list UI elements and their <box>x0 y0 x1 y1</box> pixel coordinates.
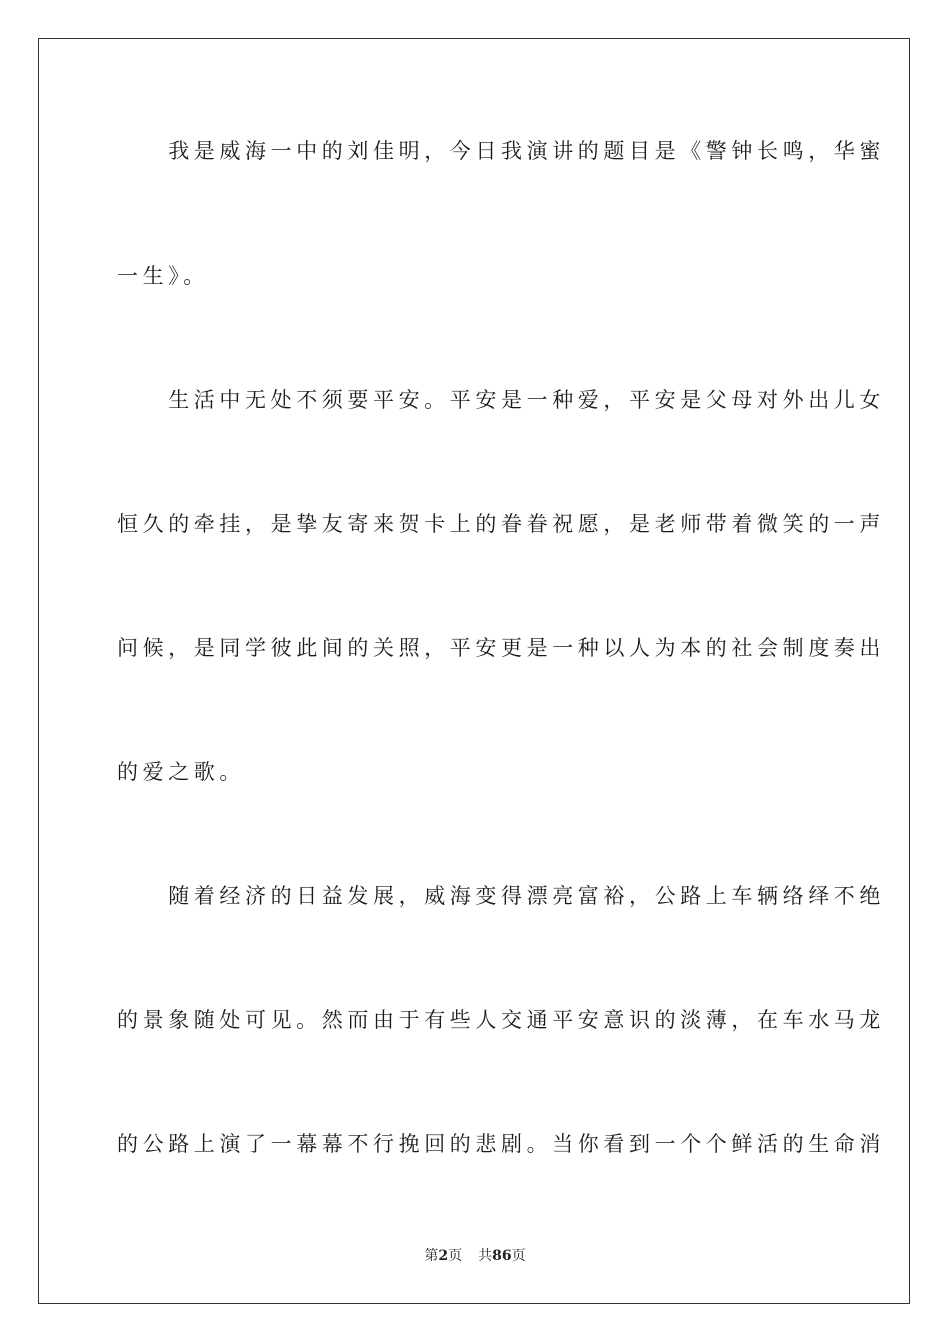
total-label-prefix: 共 <box>478 1248 493 1264</box>
page-footer <box>0 1247 950 1265</box>
text-line: 问候，是同学彼此间的关照，平安更是一种以人为本的社会制度奏出 <box>117 636 885 660</box>
text-line: 我是威海一中的刘佳明，今日我演讲的题目是《警钟长鸣，华蜜 <box>117 139 885 163</box>
text-line: 恒久的牵挂，是挚友寄来贺卡上的眷眷祝愿，是老师带着微笑的一声 <box>117 512 885 536</box>
text-line: 一生》。 <box>117 264 209 288</box>
text-line: 随着经济的日益发展，威海变得漂亮富裕，公路上车辆络绎不绝 <box>117 884 885 908</box>
total-label-suffix: 页 <box>511 1248 526 1264</box>
total-page-count: 86 <box>492 1248 512 1264</box>
text-line: 的爱之歌。 <box>117 760 245 784</box>
page-label-suffix: 页 <box>448 1248 463 1264</box>
page-border <box>38 38 910 1304</box>
text-line: 的景象随处可见。然而由于有些人交通平安意识的淡薄，在车水马龙 <box>117 1008 885 1032</box>
page-label-prefix: 第 <box>424 1248 439 1264</box>
text-line: 的公路上演了一幕幕不行挽回的悲剧。当你看到一个个鲜活的生命消 <box>117 1132 885 1156</box>
current-page-number: 2 <box>438 1248 449 1264</box>
text-line: 生活中无处不须要平安。平安是一种爱，平安是父母对外出儿女 <box>117 388 885 412</box>
